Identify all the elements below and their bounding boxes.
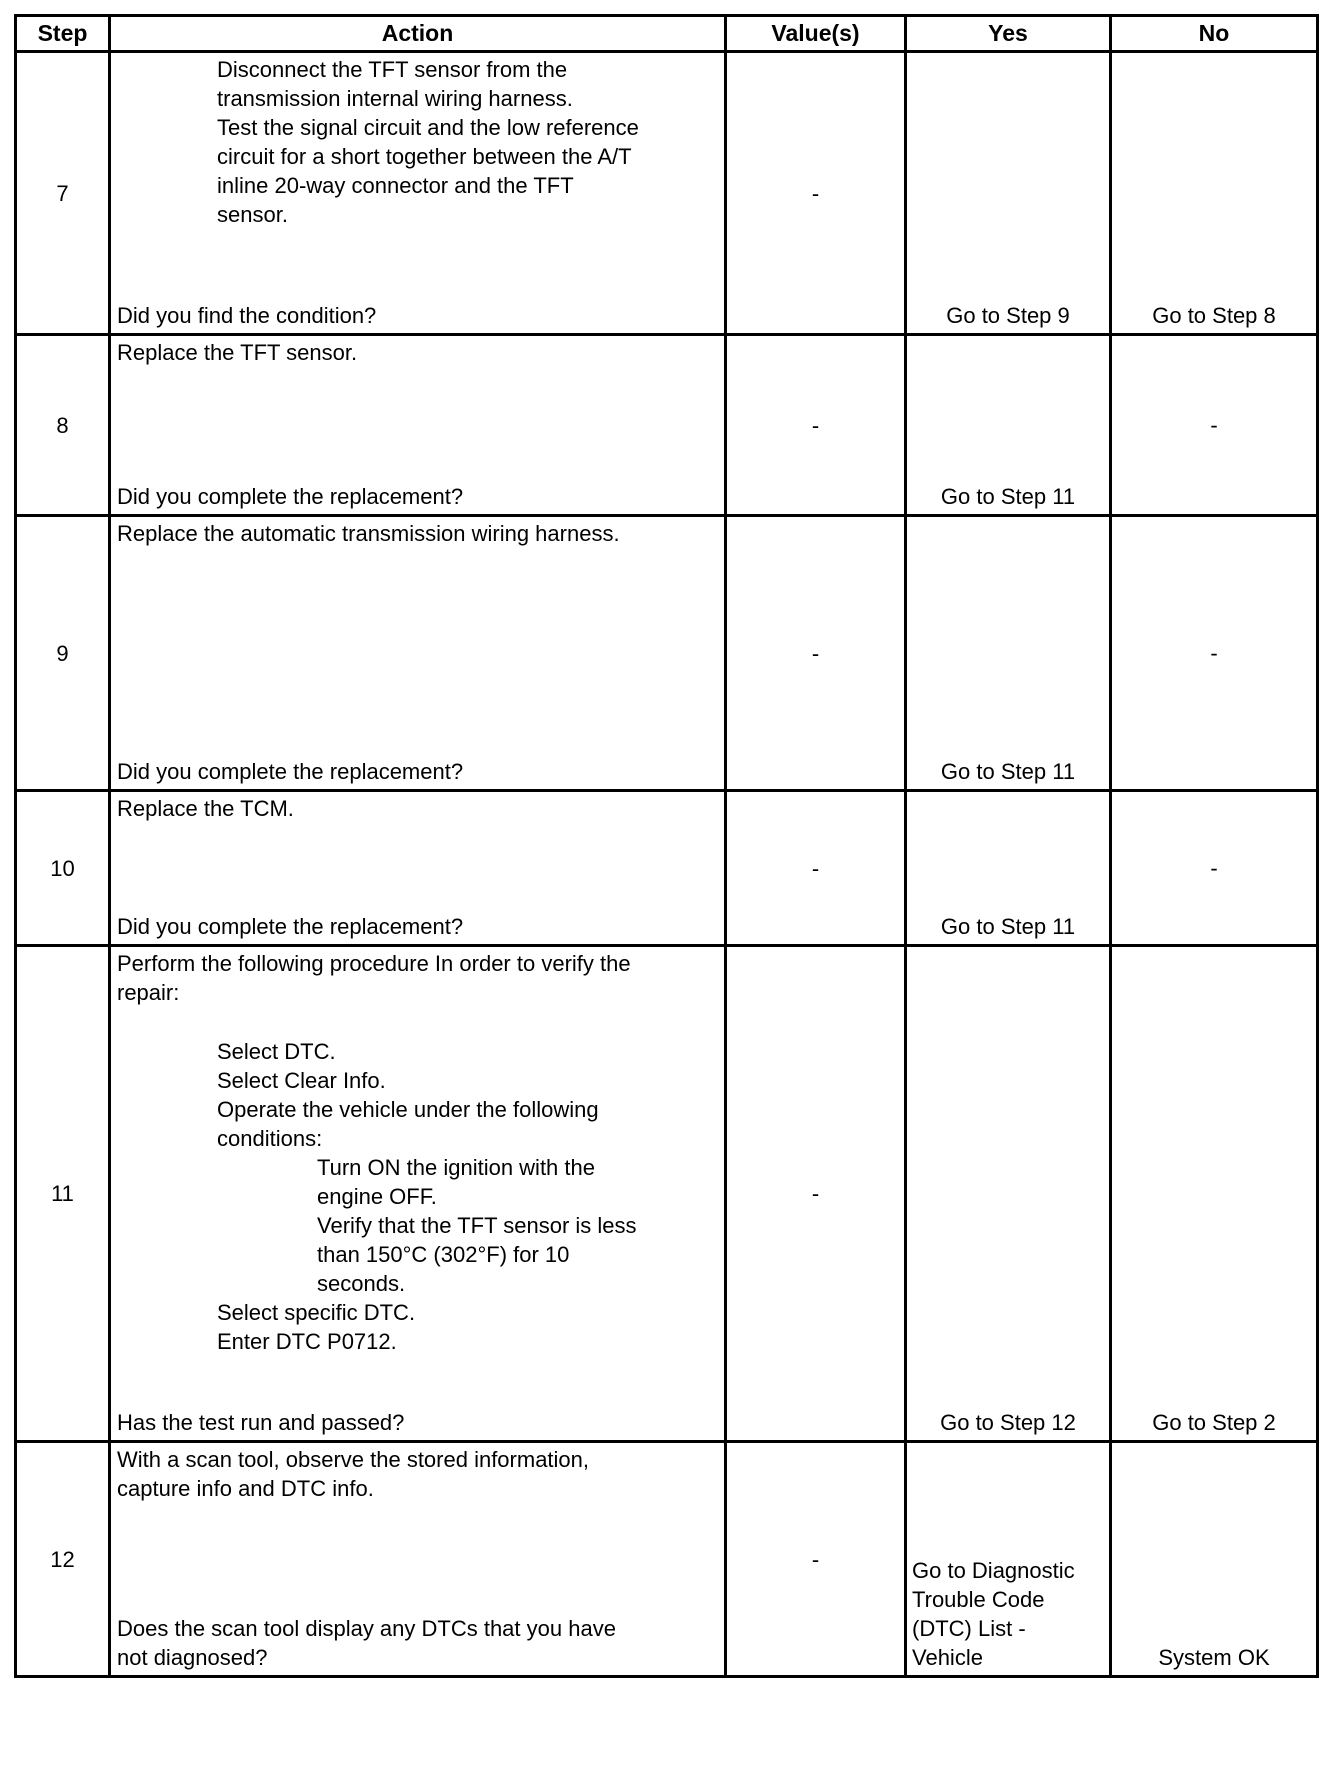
action-line: circuit for a short together between the A/T: [217, 144, 632, 169]
value-cell: -: [726, 946, 906, 1442]
yes-cell: [906, 1442, 1111, 1677]
action-line: Select DTC.: [217, 1039, 336, 1064]
table-row: [16, 516, 1318, 791]
step-number: 9: [16, 516, 110, 791]
action-line: Select Clear Info.: [217, 1068, 386, 1093]
action-cell: [110, 946, 726, 1442]
action-line: Replace the automatic transmission wiring harness.: [117, 521, 620, 546]
no-result: Go to Step 2: [1152, 1410, 1276, 1435]
header-no: No: [1111, 16, 1318, 52]
header-values: Value(s): [726, 16, 906, 52]
action-question: Has the test run and passed?: [117, 1410, 405, 1435]
action-line: sensor.: [217, 202, 288, 227]
table-row: [16, 1442, 1318, 1677]
action-line: capture info and DTC info.: [117, 1476, 374, 1501]
yes-result: Go to Step 9: [946, 303, 1070, 328]
yes-cell: [906, 335, 1111, 516]
action-line: Replace the TFT sensor.: [117, 340, 358, 365]
value-cell: -: [726, 516, 906, 791]
no-result: -: [1210, 412, 1218, 438]
yes-cell: [906, 516, 1111, 791]
no-cell: [1111, 1442, 1318, 1677]
no-result: Go to Step 8: [1152, 303, 1276, 328]
action-cell: [110, 335, 726, 516]
yes-cell: [906, 52, 1111, 335]
yes-line: Trouble Code: [912, 1587, 1045, 1612]
action-line: engine OFF.: [317, 1184, 437, 1209]
action-line: transmission internal wiring harness.: [217, 86, 573, 111]
question-line: Does the scan tool display any DTCs that you have: [117, 1616, 616, 1641]
value-cell: -: [726, 791, 906, 946]
action-line: Replace the TCM.: [117, 796, 294, 821]
action-cell: [110, 52, 726, 335]
table-row: [16, 52, 1318, 335]
yes-result: [912, 1556, 1105, 1672]
action-line: Enter DTC P0712.: [217, 1329, 397, 1354]
value-cell: -: [726, 52, 906, 335]
step-number: 10: [16, 791, 110, 946]
no-cell: [1111, 516, 1318, 791]
action-cell: [110, 791, 726, 946]
action-line: inline 20-way connector and the TFT: [217, 173, 574, 198]
no-result: System OK: [1158, 1645, 1270, 1670]
step-number: 12: [16, 1442, 110, 1677]
no-cell: [1111, 791, 1318, 946]
no-result: -: [1210, 855, 1218, 881]
diagnostic-table: [14, 14, 1319, 1678]
action-line: than 150°C (302°F) for 10: [317, 1242, 570, 1267]
table-row: [16, 946, 1318, 1442]
yes-cell: [906, 791, 1111, 946]
step-number: 11: [16, 946, 110, 1442]
yes-line: Go to Diagnostic: [912, 1558, 1075, 1583]
action-line: Operate the vehicle under the following: [217, 1097, 599, 1122]
action-line: seconds.: [317, 1271, 406, 1296]
yes-result: Go to Step 12: [940, 1410, 1076, 1435]
step-number: 7: [16, 52, 110, 335]
action-line: conditions:: [217, 1126, 323, 1151]
action-line: repair:: [117, 980, 180, 1005]
yes-result: Go to Step 11: [940, 484, 1076, 509]
action-line: Disconnect the TFT sensor from the: [217, 57, 568, 82]
no-cell: [1111, 946, 1318, 1442]
action-line: Test the signal circuit and the low reference: [217, 115, 639, 140]
action-line: Turn ON the ignition with the: [317, 1155, 595, 1180]
question-line: not diagnosed?: [117, 1645, 268, 1670]
action-cell: [110, 516, 726, 791]
yes-cell: [906, 946, 1111, 1442]
action-question: Did you complete the replacement?: [117, 914, 464, 939]
table-row: [16, 335, 1318, 516]
value-cell: -: [726, 1442, 906, 1677]
header-step: Step: [16, 16, 110, 52]
step-number: 8: [16, 335, 110, 516]
header-row: [16, 16, 1318, 52]
action-line: With a scan tool, observe the stored information,: [117, 1447, 590, 1472]
yes-line: Vehicle: [912, 1645, 983, 1670]
action-line: Select specific DTC.: [217, 1300, 416, 1325]
no-cell: [1111, 335, 1318, 516]
header-yes: Yes: [906, 16, 1111, 52]
action-line: Verify that the TFT sensor is less: [317, 1213, 637, 1238]
yes-result: Go to Step 11: [940, 914, 1076, 939]
action-question: Did you complete the replacement?: [117, 759, 464, 784]
action-cell: [110, 1442, 726, 1677]
yes-result: Go to Step 11: [940, 759, 1076, 784]
action-question: Did you find the condition?: [117, 303, 377, 328]
value-cell: -: [726, 335, 906, 516]
header-action: Action: [110, 16, 726, 52]
no-result: -: [1210, 640, 1218, 666]
yes-line: (DTC) List -: [912, 1616, 1026, 1641]
action-line: Perform the following procedure In order to verify the: [117, 951, 631, 976]
no-cell: [1111, 52, 1318, 335]
action-question: Did you complete the replacement?: [117, 484, 464, 509]
action-question: [117, 1614, 718, 1672]
table-row: [16, 791, 1318, 946]
